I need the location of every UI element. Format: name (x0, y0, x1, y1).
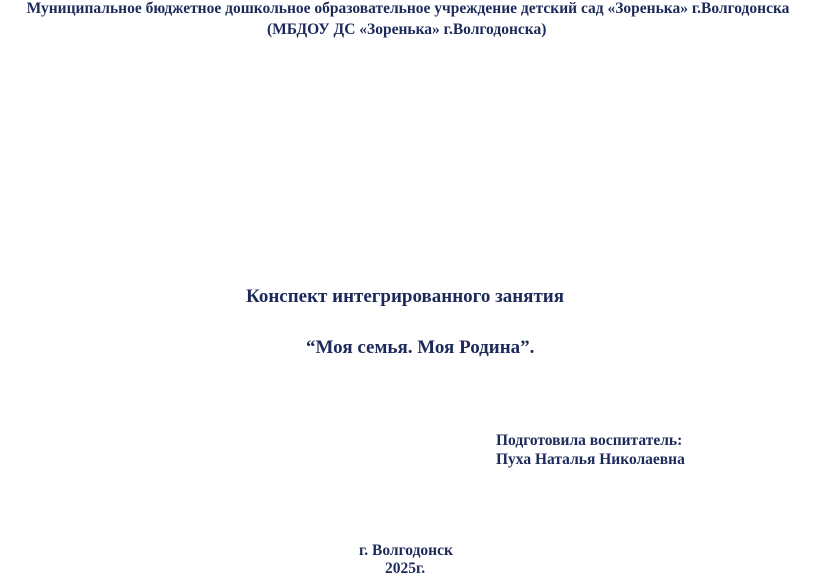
author-name: Пуха Наталья Николаевна (496, 451, 685, 468)
footer-year: 2025г. (385, 560, 426, 577)
footer-city: г. Волгодонск (359, 542, 453, 559)
institution-name-line2: (МБДОУ ДС «Зоренька» г.Волгодонска) (267, 21, 547, 38)
institution-name-line1: Муниципальное бюджетное дошкольное образовательное учреждение детский сад «Зоренька» г.Волгодонска (26, 0, 790, 17)
document-subtitle: “Моя семья. Моя Родина”. (306, 337, 535, 358)
author-role: Подготовила воспитатель: (496, 432, 683, 449)
document-title: Конспект интегрированного занятия (246, 286, 564, 307)
